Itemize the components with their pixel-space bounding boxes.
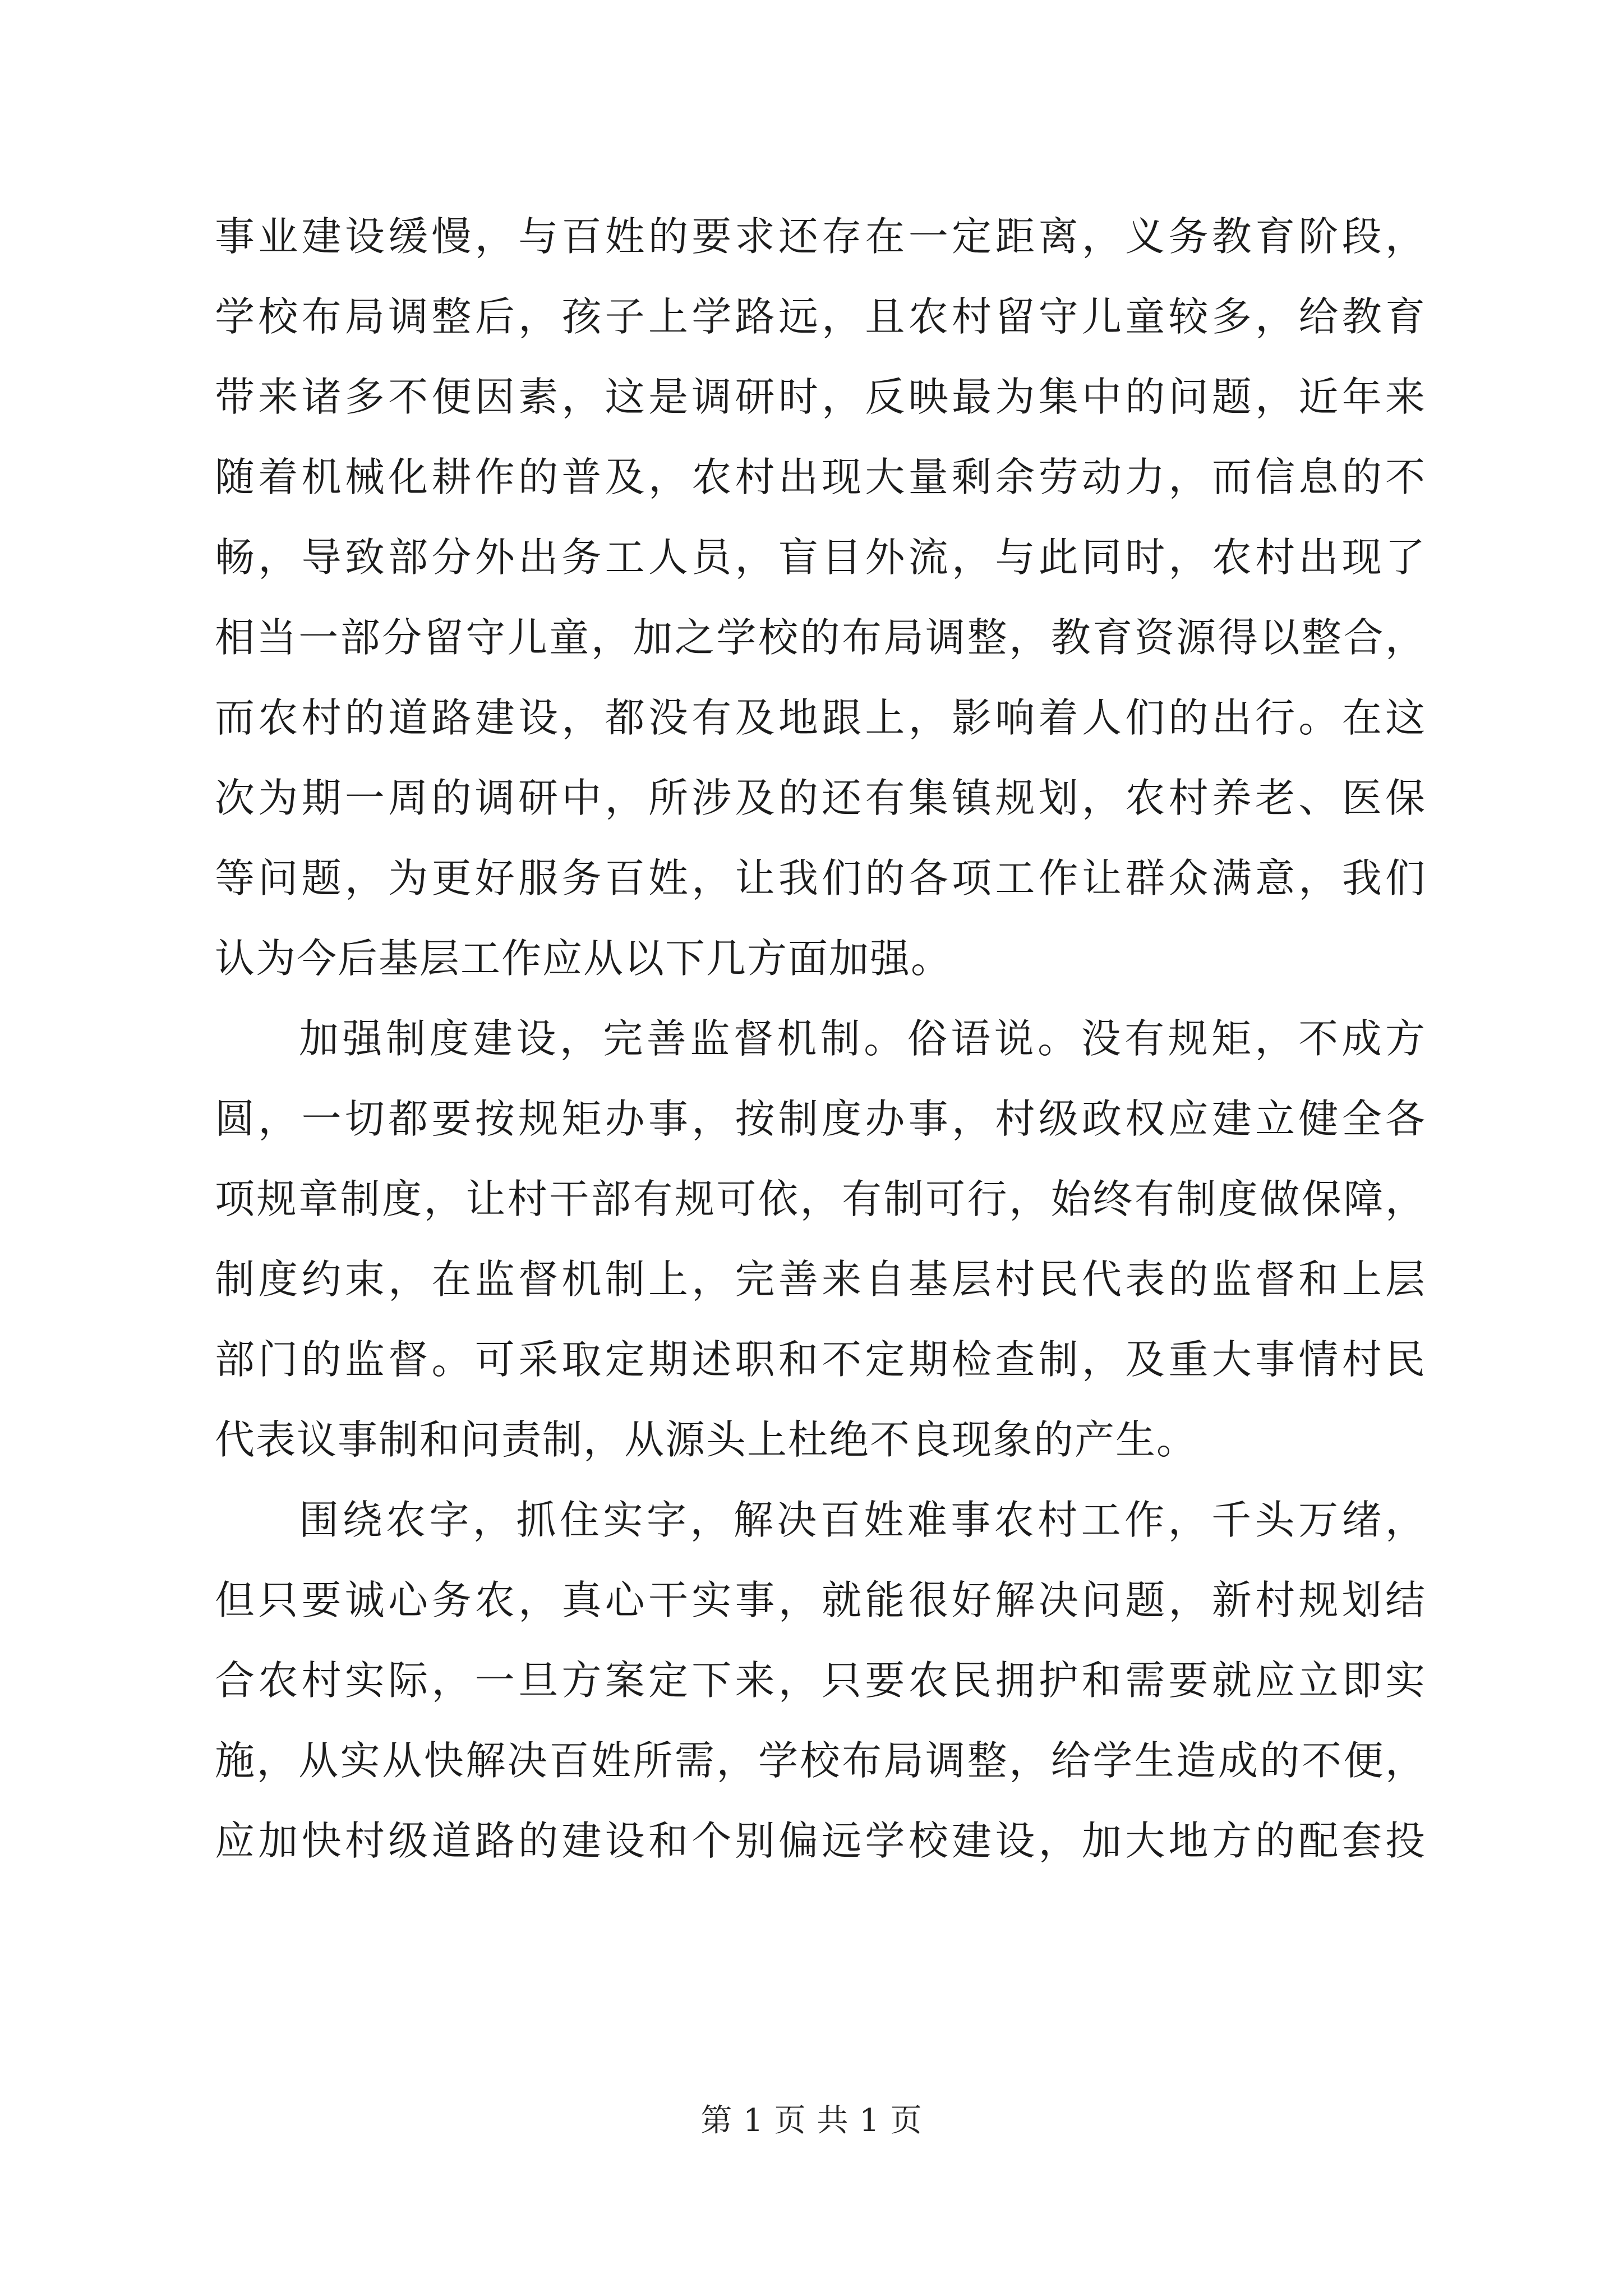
text-line: 等问题，为更好服务百姓，让我们的各项工作让群众满意，我们 <box>215 855 1426 901</box>
text-line: 项规章制度，让村干部有规可依，有制可行，始终有制度做保障， <box>215 1176 1426 1222</box>
text-line: 事业建设缓慢，与百姓的要求还存在一定距离，义务教育阶段， <box>215 213 1426 260</box>
page-number-footer: 第 1 页 共 1 页 <box>700 2102 923 2139</box>
text-line: 次为期一周的调研中，所涉及的还有集镇规划，农村养老、医保 <box>215 775 1426 821</box>
text-line: 学校布局调整后，孩子上学路远，且农村留守儿童较多，给教育 <box>215 293 1426 340</box>
text-line: 制度约束，在监督机制上，完善来自基层村民代表的监督和上层 <box>215 1256 1426 1303</box>
text-line: 认为今后基层工作应从以下几方面加强。 <box>215 935 952 982</box>
text-line: 畅，导致部分外出务工人员，盲目外流，与此同时，农村出现了 <box>215 534 1426 581</box>
text-line: 带来诸多不便因素，这是调研时，反映最为集中的问题，近年来 <box>215 374 1426 420</box>
paragraph-first-line: 围绕农字，抓住实字，解决百姓难事农村工作，千头万绪， <box>299 1497 1426 1543</box>
text-line: 但只要诚心务农，真心干实事，就能很好解决问题，新村规划结 <box>215 1577 1426 1623</box>
document-body <box>215 196 1426 1881</box>
text-line: 而农村的道路建设，都没有及地跟上，影响着人们的出行。在这 <box>215 694 1426 741</box>
text-line: 部门的监督。可采取定期述职和不定期检查制，及重大事情村民 <box>215 1336 1426 1383</box>
text-line: 施，从实从快解决百姓所需，学校布局调整，给学生造成的不便， <box>215 1737 1426 1784</box>
paragraph-first-line: 加强制度建设，完善监督机制。俗语说。没有规矩，不成方 <box>299 1015 1426 1062</box>
text-line: 圆，一切都要按规矩办事，按制度办事，村级政权应建立健全各 <box>215 1096 1426 1142</box>
text-line: 相当一部分留守儿童，加之学校的布局调整，教育资源得以整合， <box>215 614 1426 661</box>
text-line: 随着机械化耕作的普及，农村出现大量剩余劳动力，而信息的不 <box>215 454 1426 500</box>
text-line: 合农村实际，一旦方案定下来，只要农民拥护和需要就应立即实 <box>215 1657 1426 1704</box>
text-line: 应加快村级道路的建设和个别偏远学校建设，加大地方的配套投 <box>215 1818 1426 1864</box>
text-line: 代表议事制和问责制，从源头上杜绝不良现象的产生。 <box>215 1416 1198 1463</box>
